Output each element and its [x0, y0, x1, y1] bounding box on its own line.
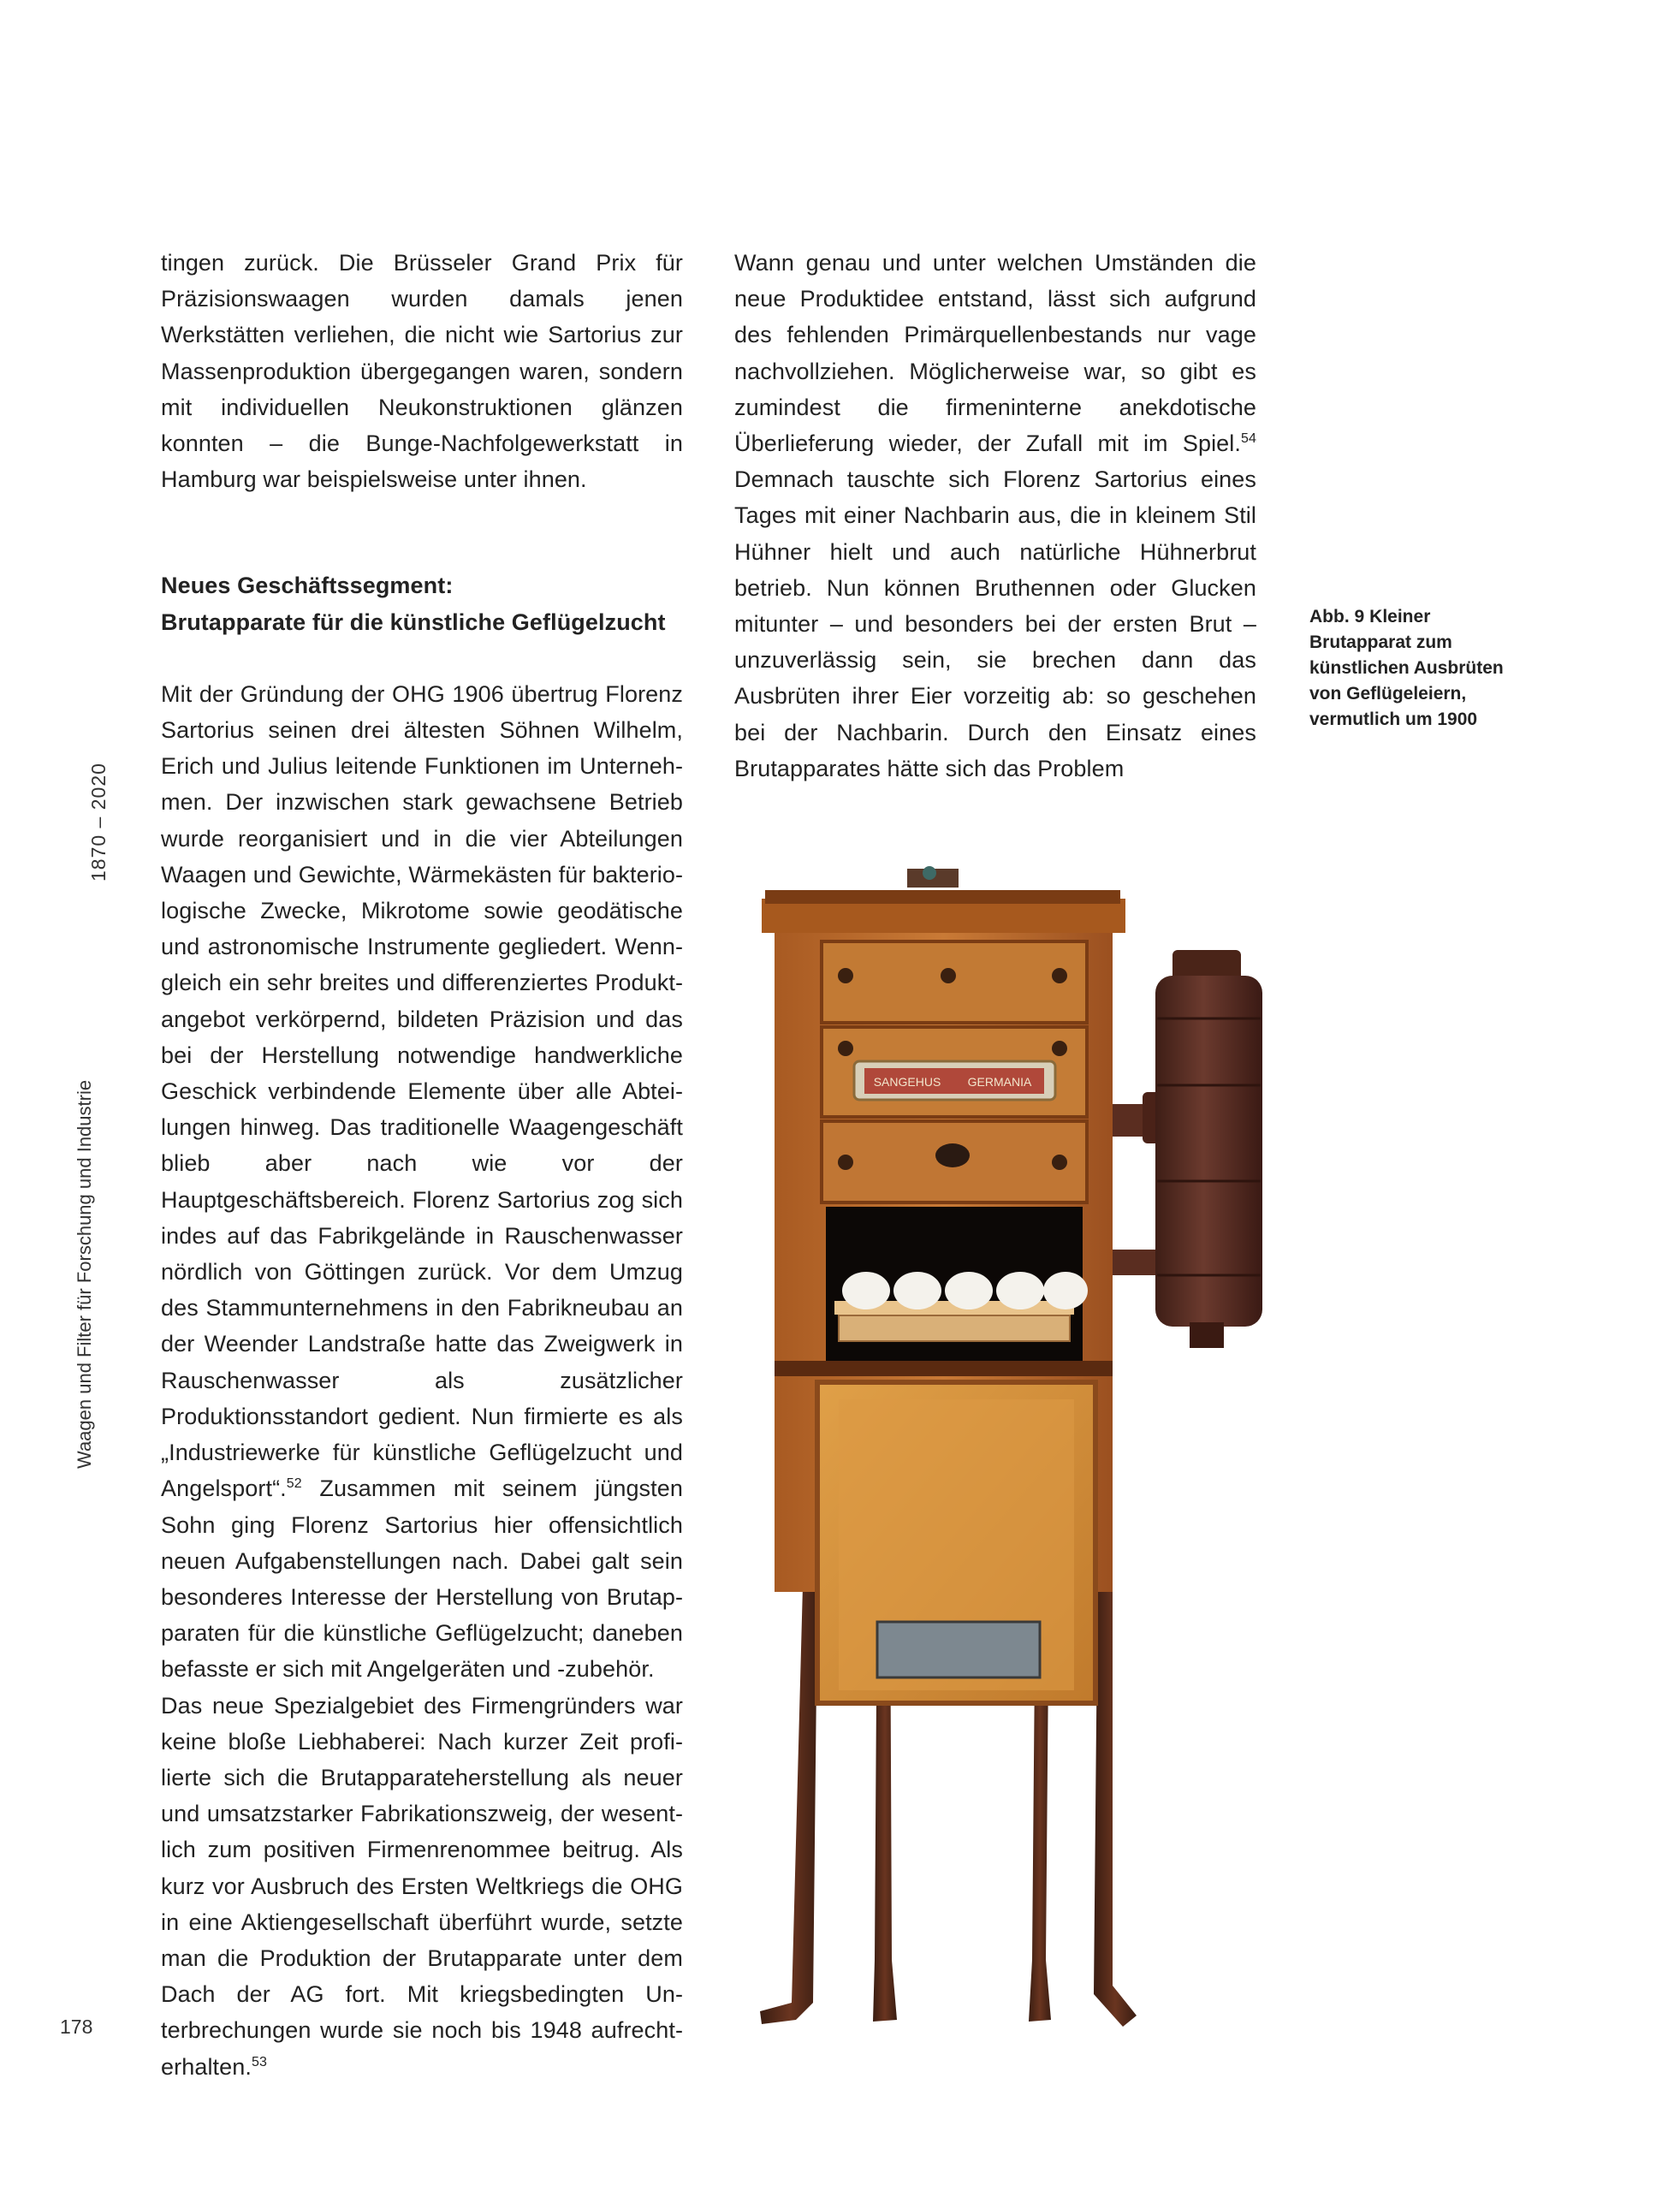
paragraph-ohg: [161, 676, 683, 1688]
page-number: 178: [60, 2016, 93, 2038]
paragraph-ohg-text-b: Zusammen mit seinem jüngsten Sohn ging Florenz Sartorius hier offensichtlich neuen Aufgabenstellungen nach. Dabei galt sein besonderes Interesse der Herstellung von Brutapparaten für die künstliche Geflügelzucht; daneben befasste er sich mit Angelgeräten und -zubehör.: [161, 1476, 683, 1683]
section-heading-line2: Brutapparate für die künstliche Geflügelzucht: [161, 609, 666, 635]
paragraph-spezialgebiet-text: Das neue Spezialgebiet des Firmengründers war keine bloße Liebhaberei: Nach kurzer Zeit profilierte sich die Brutapparateherstellung als neuer und umsatzstarker Fabrikationszweig, der wesentlich zum positiven Firmenrenommee beitrug. Als kurz vor Ausbruch des Ersten Weltkriegs die OHG in eine Aktiengesellschaft überführt wurde, setzte man die Produktion der Brutapparate unter dem Dach der AG fort. Mit kriegsbedingten Unterbrechungen wurde sie noch bis 1948 aufrechterhalten.: [161, 1692, 683, 2080]
incubator-photo: [727, 847, 1532, 2054]
footnote-ref-52[interactable]: 52: [286, 1476, 302, 1492]
paragraph-produktidee-text-b: Demnach tauschte sich Florenz Sartorius eines Tages mit einer Nachbarin aus, die in kleinem Stil Hühner hielt und auch natürliche Hühnerbrut betrieb. Nun können Bruthennen oder Glucken mitunter – und besonders bei der ersten Brut – unzuverlässig sein, sie brechen dann das Ausbrüten ihrer Eier vorzeitig ab: so geschehen bei der Nachbarin. Durch den Einsatz eines Brutapparates hätte sich das Problem: [734, 466, 1256, 781]
side-running-title: Waagen und Filter für Forschung und Industrie: [74, 1079, 95, 1469]
caption-text: Kleiner Brutapparat zum künstlichen Ausbrüten von Geflügeleiern, vermutlich um 1900: [1309, 607, 1504, 729]
figure-caption: [1309, 604, 1532, 733]
section-heading: [161, 567, 683, 639]
paragraph-ohg-text-a: Mit der Gründung der OHG 1906 übertrug Florenz Sartorius seinen drei ältesten Söhnen Wilhelm, Erich und Julius leitende Funktionen im Unternehmen. Der inzwischen stark gewachsene Betrieb wurde reorganisiert und in die vier Abteilungen Waagen und Gewichte, Wärmekästen für bakteriologische Zwecke, Mikrotome sowie geodätische und astronomische Instrumente gegliedert. Wenngleich ein sehr breites und differenziertes Produktangebot verkörpernd, bildeten Präzision und das bei der Herstellung notwendige handwerkliche Geschick verbindende Elemente über alle Abteilungen hinweg. Das traditionelle Waagengeschäft blieb aber nach wie vor der Hauptgeschäftsbereich. Florenz Sartorius zog sich indes auf das Fabrikgelände in Rauschenwasser nördlich von Göttingen zurück. Vor dem Umzug des Stammunternehmens in den Fabrikneubau an der Weender Landstraße hatte das Zweigwerk in Rauschenwasser als zusätzlicher Produktionsstandort gedient. Nun firmierte es als „Industriewerke für künstliche Geflügelzucht und Angelsport“.: [161, 680, 683, 1502]
side-years-label: 1870 – 2020: [87, 763, 110, 882]
paragraph-spezialgebiet: [161, 1688, 683, 2085]
paragraph-produktidee: [734, 245, 1256, 787]
section-heading-line1: Neues Geschäftssegment:: [161, 573, 454, 599]
middle-text-column: [734, 245, 1256, 787]
paragraph-continued: tingen zurück. Die Brüsseler Grand Prix für Präzisionswaagen wurden damals jenen Werkstätten verliehen, die nicht wie Sartorius zur Massenproduktion übergegangen waren, sondern mit individuellen Neukonstruktionen glänzen konnten – die Bunge-Nachfolgewerkstatt in Hamburg war beispielsweise unter ihnen.: [161, 250, 683, 493]
left-text-column: [161, 245, 683, 2085]
footnote-ref-53[interactable]: 53: [251, 2054, 267, 2069]
incubator-cabinet: [762, 866, 1125, 1703]
paragraph-produktidee-text-a: Wann genau und unter welchen Umständen die neue Produktidee entstand, lässt sich aufgrund des fehlenden Primärquellenbestands nur vage nachvollziehen. Möglicherweise war, so gibt es zumindest die firmeninterne anekdotische Überlieferung wieder, der Zufall mit im Spiel.: [734, 250, 1256, 457]
footnote-ref-54[interactable]: 54: [1241, 431, 1256, 447]
plate-left-text: SANGEHUS: [873, 1075, 941, 1089]
plate-right-text: GERMANIA: [967, 1075, 1032, 1089]
heater-cylinder: [1100, 950, 1262, 1348]
eggs: [842, 1272, 1088, 1309]
caption-label: Abb. 9: [1309, 607, 1365, 626]
